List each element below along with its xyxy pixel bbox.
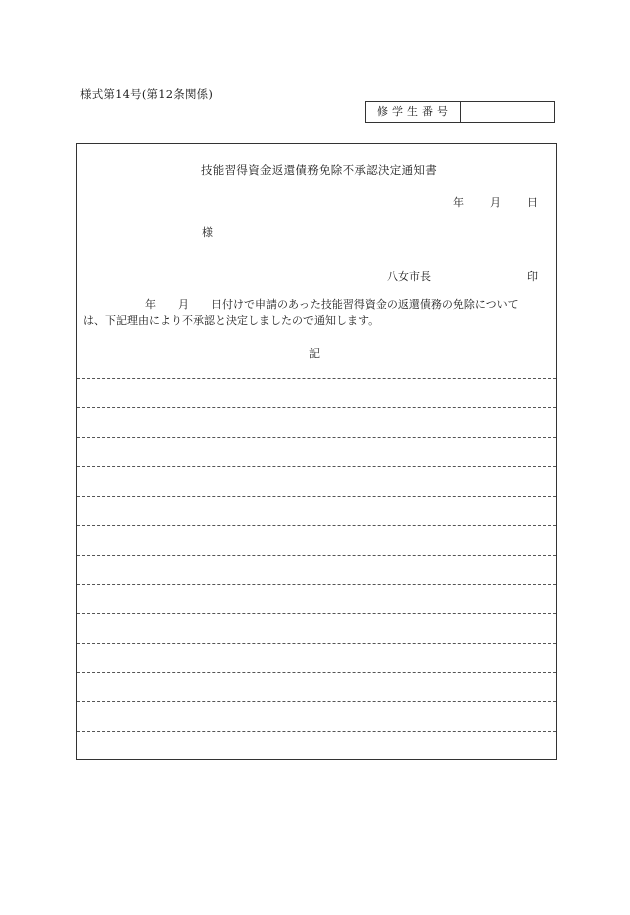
reason-line[interactable] xyxy=(77,672,556,673)
reason-line[interactable] xyxy=(77,466,556,467)
student-number-label: 修学生番号 xyxy=(366,102,461,122)
reason-line[interactable] xyxy=(77,731,556,732)
reason-line[interactable] xyxy=(77,584,556,585)
reason-line[interactable] xyxy=(77,555,556,556)
notice-title: 技能習得資金返還債務免除不承認決定通知書 xyxy=(201,163,437,177)
reason-line[interactable] xyxy=(77,613,556,614)
date-year-label: 年 xyxy=(453,196,464,209)
addressee-suffix: 様 xyxy=(202,226,213,239)
reason-line[interactable] xyxy=(77,701,556,702)
reason-line[interactable] xyxy=(77,525,556,526)
ki-heading: 記 xyxy=(309,347,320,360)
seal-mark: 印 xyxy=(527,270,538,283)
issuer-name: 八女市長 xyxy=(387,270,431,283)
student-number-value[interactable] xyxy=(461,102,554,122)
reason-line[interactable] xyxy=(77,378,556,379)
notice-frame xyxy=(76,143,557,760)
body-line-1: 日付けで申請のあった技能習得資金の返還債務の免除について xyxy=(211,298,519,311)
reason-line[interactable] xyxy=(77,643,556,644)
reason-line[interactable] xyxy=(77,437,556,438)
notice-date xyxy=(453,194,538,210)
body-year-label: 年 xyxy=(145,298,156,311)
form-number: 様式第14号(第12条関係) xyxy=(80,87,214,101)
student-number-box xyxy=(365,101,555,123)
notice-body xyxy=(83,297,549,329)
date-month-label: 月 xyxy=(490,196,501,209)
reason-line[interactable] xyxy=(77,407,556,408)
body-line-2: は、下記理由により不承認と決定しましたので通知します。 xyxy=(83,314,380,327)
reason-line[interactable] xyxy=(77,496,556,497)
body-month-label: 月 xyxy=(178,298,189,311)
date-day-label: 日 xyxy=(527,196,538,209)
